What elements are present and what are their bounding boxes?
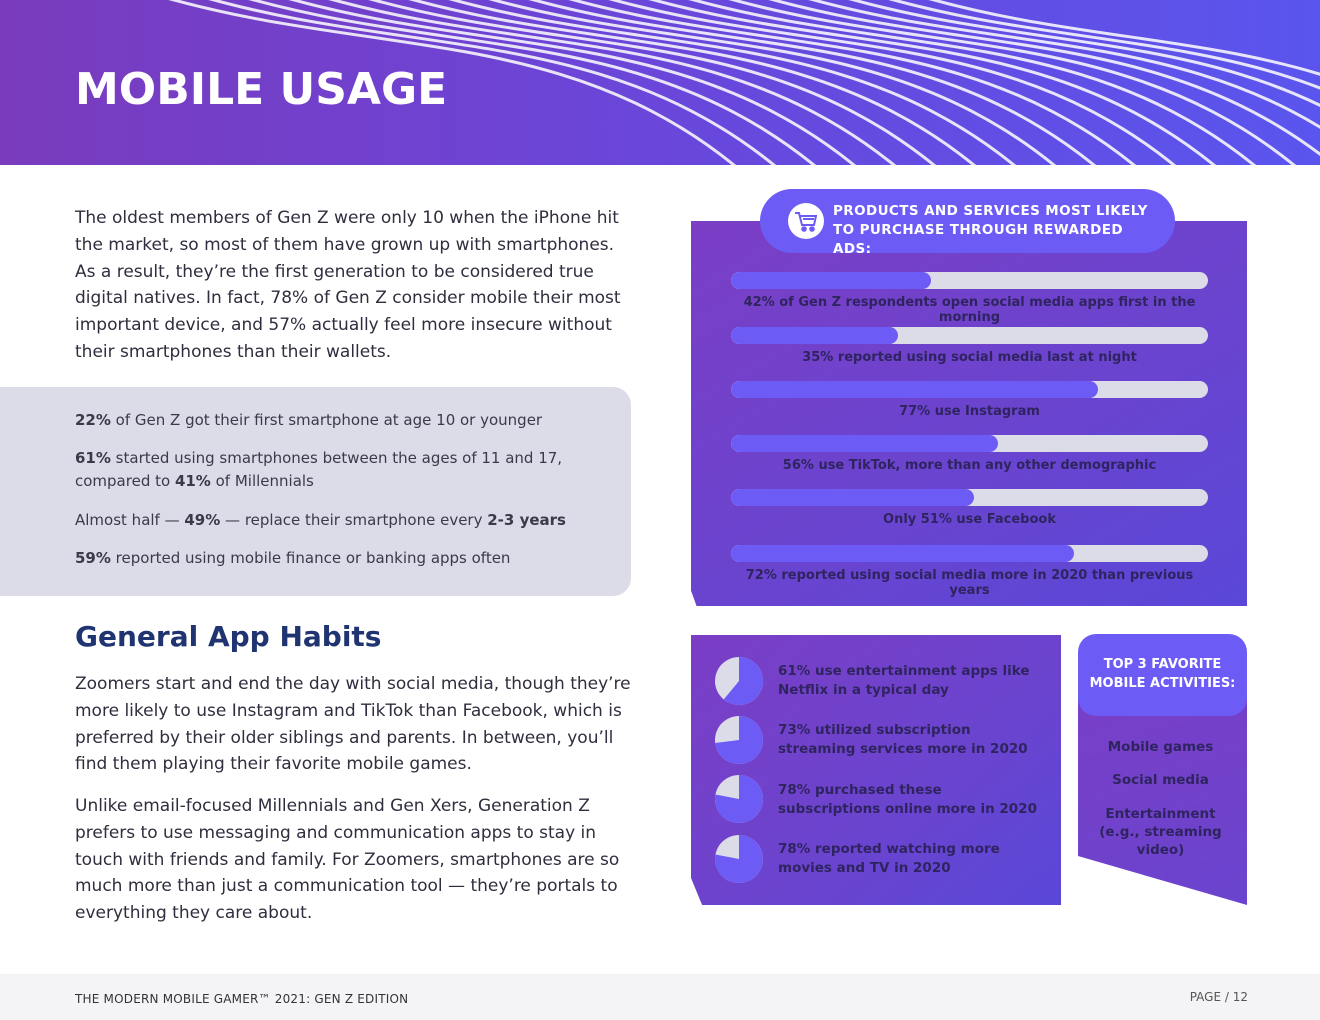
bar-label: 72% reported using social media more in 2020 than previous years (745, 568, 1194, 598)
favorite-item: Social media (1112, 772, 1209, 788)
progress-bar (731, 327, 1208, 344)
progress-bar-fill (731, 327, 898, 344)
progress-bar (731, 272, 1208, 289)
section-heading: General App Habits (75, 620, 382, 653)
progress-bar-fill (731, 489, 974, 506)
pie-chart (714, 656, 764, 706)
stat-item: Almost half — 49% — replace their smartphone every 2-3 years (75, 511, 566, 529)
pie-label: 78% purchased these subscriptions online more in 2020 (778, 782, 1037, 817)
stat-item: 22% of Gen Z got their first smartphone at age 10 or younger (75, 411, 543, 429)
progress-bar (731, 545, 1208, 562)
habits-paragraph-1: Zoomers start and end the day with social media, though they’re more likely to use Instagram and TikTok than Facebook, which is preferred by their older siblings and parents. In between, you’ll find them playing their favorite mobile games. (75, 674, 631, 775)
rewarded-ads-title: PRODUCTS AND SERVICES MOST LIKELY TO PURCHASE THROUGH REWARDED ADS: (833, 203, 1148, 257)
bar-label: 42% of Gen Z respondents open social media apps first in the morning (743, 295, 1196, 325)
header-banner (0, 0, 1320, 165)
habits-paragraph-2: Unlike email-focused Millennials and Gen Xers, Generation Z prefers to use messaging and communication apps to stay in touch with friends and family. For Zoomers, smartphones are so much more than just a communication tool — they’re portals to everything they care about. (75, 796, 620, 924)
stat-item: 61% started using smartphones between the ages of 11 and 17, compared to 41% of Millennials (75, 449, 563, 490)
pie-label: 73% utilized subscription streaming services more in 2020 (778, 722, 1028, 757)
progress-bar-fill (731, 545, 1074, 562)
shopping-cart-icon (788, 203, 824, 239)
bar-label: 35% reported using social media last at night (802, 350, 1137, 365)
progress-bar-fill (731, 381, 1098, 398)
progress-bar (731, 435, 1208, 452)
bar-label: 77% use Instagram (899, 404, 1040, 419)
favorites-title: TOP 3 FAVORITE MOBILE ACTIVITIES: (1089, 657, 1236, 691)
favorite-item: Entertainment (e.g., streaming video) (1099, 806, 1222, 858)
bar-label: 56% use TikTok, more than any other demographic (782, 458, 1157, 473)
pie-label: 61% use entertainment apps like Netflix in a typical day (778, 663, 1030, 698)
pie-chart (714, 715, 764, 765)
progress-bar-fill (731, 272, 931, 289)
page-title: MOBILE USAGE (75, 64, 448, 115)
pie-chart (714, 774, 764, 824)
progress-bar (731, 381, 1208, 398)
intro-paragraph: The oldest members of Gen Z were only 10 when the iPhone hit the market, so most of them have grown up with smartphones. As a result, they’re the first generation to be considered true digital natives. In fact, 78% of Gen Z consider mobile their most important device, and 57% actually feel more insecure without their smartphones than their wallets. (75, 208, 621, 362)
pie-label: 78% reported watching more movies and TV in 2020 (778, 841, 1000, 876)
favorite-item: Mobile games (1107, 739, 1214, 755)
progress-bar (731, 489, 1208, 506)
page-number: PAGE / 12 (1189, 990, 1248, 1004)
pie-chart (714, 834, 764, 884)
footer-title: THE MODERN MOBILE GAMER™ 2021: GEN Z EDITION (75, 992, 409, 1006)
bar-label: Only 51% use Facebook (883, 512, 1056, 527)
progress-bar-fill (731, 435, 998, 452)
stat-item: 59% reported using mobile finance or banking apps often (75, 549, 511, 567)
